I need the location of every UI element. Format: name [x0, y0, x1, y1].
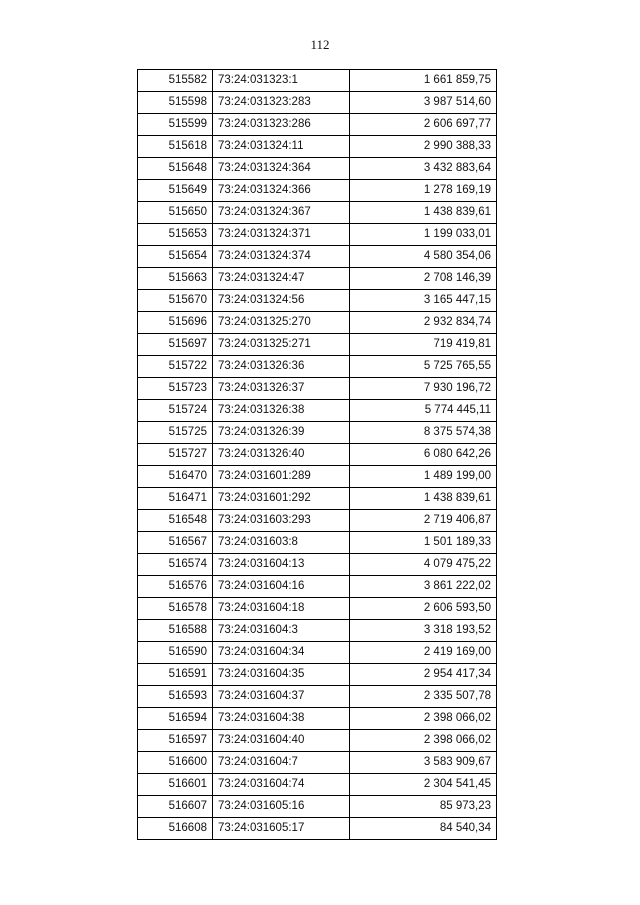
table-row — [138, 224, 497, 246]
cadastral-value-cell: 3 861 222,02 — [350, 576, 497, 598]
cadastral-number-cell: 73:24:031605:17 — [213, 818, 350, 840]
cadastral-value-cell: 3 165 447,15 — [350, 290, 497, 312]
cadastral-number-cell: 73:24:031604:16 — [213, 576, 350, 598]
cadastral-number-cell: 73:24:031326:37 — [213, 378, 350, 400]
cadastral-value-cell: 8 375 574,38 — [350, 422, 497, 444]
cadastral-number-cell: 73:24:031324:47 — [213, 268, 350, 290]
cadastral-number-cell: 73:24:031323:283 — [213, 92, 350, 114]
cadastral-value-cell: 2 398 066,02 — [350, 730, 497, 752]
table-row — [138, 356, 497, 378]
cadastral-number-cell: 73:24:031323:286 — [213, 114, 350, 136]
cadastral-number-cell: 73:24:031323:1 — [213, 70, 350, 92]
cadastral-value-cell: 3 987 514,60 — [350, 92, 497, 114]
page-number: 112 — [310, 37, 330, 52]
cadastral-value-cell: 3 583 909,67 — [350, 752, 497, 774]
cadastral-value-cell: 2 304 541,45 — [350, 774, 497, 796]
cadastral-value-cell: 2 335 507,78 — [350, 686, 497, 708]
object-id-cell: 515582 — [138, 70, 213, 92]
table-row — [138, 620, 497, 642]
cadastral-number-cell: 73:24:031603:8 — [213, 532, 350, 554]
table-row — [138, 664, 497, 686]
table-row — [138, 708, 497, 730]
table-row — [138, 752, 497, 774]
table-row — [138, 796, 497, 818]
cadastral-value-cell: 6 080 642,26 — [350, 444, 497, 466]
table-row — [138, 268, 497, 290]
table-row — [138, 202, 497, 224]
cadastral-number-cell: 73:24:031324:56 — [213, 290, 350, 312]
cadastral-number-cell: 73:24:031604:18 — [213, 598, 350, 620]
cadastral-number-cell: 73:24:031324:367 — [213, 202, 350, 224]
table-row — [138, 180, 497, 202]
object-id-cell: 516548 — [138, 510, 213, 532]
cadastral-value-cell: 2 954 417,34 — [350, 664, 497, 686]
object-id-cell: 516574 — [138, 554, 213, 576]
cadastral-number-cell: 73:24:031601:292 — [213, 488, 350, 510]
cadastral-number-cell: 73:24:031326:40 — [213, 444, 350, 466]
table-row — [138, 290, 497, 312]
table-row — [138, 598, 497, 620]
cadastral-value-cell: 4 580 354,06 — [350, 246, 497, 268]
cadastral-number-cell: 73:24:031324:366 — [213, 180, 350, 202]
object-id-cell: 516567 — [138, 532, 213, 554]
cadastral-value-cell: 2 990 388,33 — [350, 136, 497, 158]
table-row — [138, 730, 497, 752]
cadastral-number-cell: 73:24:031604:13 — [213, 554, 350, 576]
cadastral-number-cell: 73:24:031324:374 — [213, 246, 350, 268]
cadastral-value-cell: 3 318 193,52 — [350, 620, 497, 642]
object-id-cell: 516594 — [138, 708, 213, 730]
cadastral-value-cell: 1 661 859,75 — [350, 70, 497, 92]
table-row — [138, 246, 497, 268]
cadastral-number-cell: 73:24:031325:270 — [213, 312, 350, 334]
table-row — [138, 400, 497, 422]
object-id-cell: 516576 — [138, 576, 213, 598]
cadastral-value-cell: 1 438 839,61 — [350, 488, 497, 510]
table-row — [138, 774, 497, 796]
object-id-cell: 515650 — [138, 202, 213, 224]
object-id-cell: 515663 — [138, 268, 213, 290]
cadastral-number-cell: 73:24:031326:38 — [213, 400, 350, 422]
cadastral-number-cell: 73:24:031601:289 — [213, 466, 350, 488]
object-id-cell: 515696 — [138, 312, 213, 334]
cadastral-value-cell: 2 719 406,87 — [350, 510, 497, 532]
object-id-cell: 515725 — [138, 422, 213, 444]
object-id-cell: 516471 — [138, 488, 213, 510]
table-row — [138, 554, 497, 576]
cadastral-value-table — [137, 69, 497, 840]
object-id-cell: 516600 — [138, 752, 213, 774]
object-id-cell: 516591 — [138, 664, 213, 686]
cadastral-number-cell: 73:24:031604:74 — [213, 774, 350, 796]
cadastral-number-cell: 73:24:031605:16 — [213, 796, 350, 818]
table-row — [138, 510, 497, 532]
cadastral-value-cell: 85 973,23 — [350, 796, 497, 818]
object-id-cell: 515723 — [138, 378, 213, 400]
table-row — [138, 466, 497, 488]
cadastral-value-cell: 2 606 697,77 — [350, 114, 497, 136]
cadastral-number-cell: 73:24:031326:39 — [213, 422, 350, 444]
object-id-cell: 516588 — [138, 620, 213, 642]
object-id-cell: 515722 — [138, 356, 213, 378]
object-id-cell: 516601 — [138, 774, 213, 796]
object-id-cell: 515648 — [138, 158, 213, 180]
table-body — [138, 70, 497, 840]
cadastral-value-cell: 5 774 445,11 — [350, 400, 497, 422]
table-row — [138, 334, 497, 356]
table-row — [138, 92, 497, 114]
table-row — [138, 488, 497, 510]
cadastral-number-cell: 73:24:031324:364 — [213, 158, 350, 180]
cadastral-number-cell: 73:24:031325:271 — [213, 334, 350, 356]
object-id-cell: 516590 — [138, 642, 213, 664]
cadastral-number-cell: 73:24:031604:35 — [213, 664, 350, 686]
cadastral-value-cell: 5 725 765,55 — [350, 356, 497, 378]
cadastral-number-cell: 73:24:031604:40 — [213, 730, 350, 752]
cadastral-value-cell: 4 079 475,22 — [350, 554, 497, 576]
table-row — [138, 378, 497, 400]
cadastral-value-cell: 2 932 834,74 — [350, 312, 497, 334]
object-id-cell: 516597 — [138, 730, 213, 752]
cadastral-number-cell: 73:24:031604:34 — [213, 642, 350, 664]
cadastral-value-cell: 2 398 066,02 — [350, 708, 497, 730]
cadastral-value-cell: 84 540,34 — [350, 818, 497, 840]
table-row — [138, 136, 497, 158]
table-row — [138, 532, 497, 554]
object-id-cell: 515598 — [138, 92, 213, 114]
cadastral-value-cell: 1 199 033,01 — [350, 224, 497, 246]
table-row — [138, 642, 497, 664]
table-row — [138, 576, 497, 598]
table-row — [138, 70, 497, 92]
cadastral-value-cell: 7 930 196,72 — [350, 378, 497, 400]
cadastral-number-cell: 73:24:031604:38 — [213, 708, 350, 730]
table-row — [138, 312, 497, 334]
cadastral-value-cell: 1 438 839,61 — [350, 202, 497, 224]
object-id-cell: 516593 — [138, 686, 213, 708]
cadastral-number-cell: 73:24:031326:36 — [213, 356, 350, 378]
object-id-cell: 516607 — [138, 796, 213, 818]
table-row — [138, 422, 497, 444]
object-id-cell: 515727 — [138, 444, 213, 466]
cadastral-number-cell: 73:24:031604:3 — [213, 620, 350, 642]
cadastral-number-cell: 73:24:031604:7 — [213, 752, 350, 774]
object-id-cell: 515653 — [138, 224, 213, 246]
object-id-cell: 516608 — [138, 818, 213, 840]
table-row — [138, 444, 497, 466]
object-id-cell: 515670 — [138, 290, 213, 312]
object-id-cell: 515618 — [138, 136, 213, 158]
cadastral-value-cell: 2 606 593,50 — [350, 598, 497, 620]
cadastral-number-cell: 73:24:031324:371 — [213, 224, 350, 246]
object-id-cell: 515599 — [138, 114, 213, 136]
cadastral-value-cell: 719 419,81 — [350, 334, 497, 356]
table-row — [138, 818, 497, 840]
table-row — [138, 114, 497, 136]
object-id-cell: 515724 — [138, 400, 213, 422]
cadastral-value-cell: 1 501 189,33 — [350, 532, 497, 554]
object-id-cell: 516578 — [138, 598, 213, 620]
object-id-cell: 515649 — [138, 180, 213, 202]
cadastral-value-cell: 1 489 199,00 — [350, 466, 497, 488]
table-row — [138, 686, 497, 708]
cadastral-value-cell: 1 278 169,19 — [350, 180, 497, 202]
cadastral-value-cell: 2 419 169,00 — [350, 642, 497, 664]
cadastral-number-cell: 73:24:031324:11 — [213, 136, 350, 158]
cadastral-number-cell: 73:24:031604:37 — [213, 686, 350, 708]
object-id-cell: 516470 — [138, 466, 213, 488]
table-row — [138, 158, 497, 180]
object-id-cell: 515654 — [138, 246, 213, 268]
object-id-cell: 515697 — [138, 334, 213, 356]
cadastral-value-cell: 3 432 883,64 — [350, 158, 497, 180]
cadastral-value-cell: 2 708 146,39 — [350, 268, 497, 290]
cadastral-number-cell: 73:24:031603:293 — [213, 510, 350, 532]
